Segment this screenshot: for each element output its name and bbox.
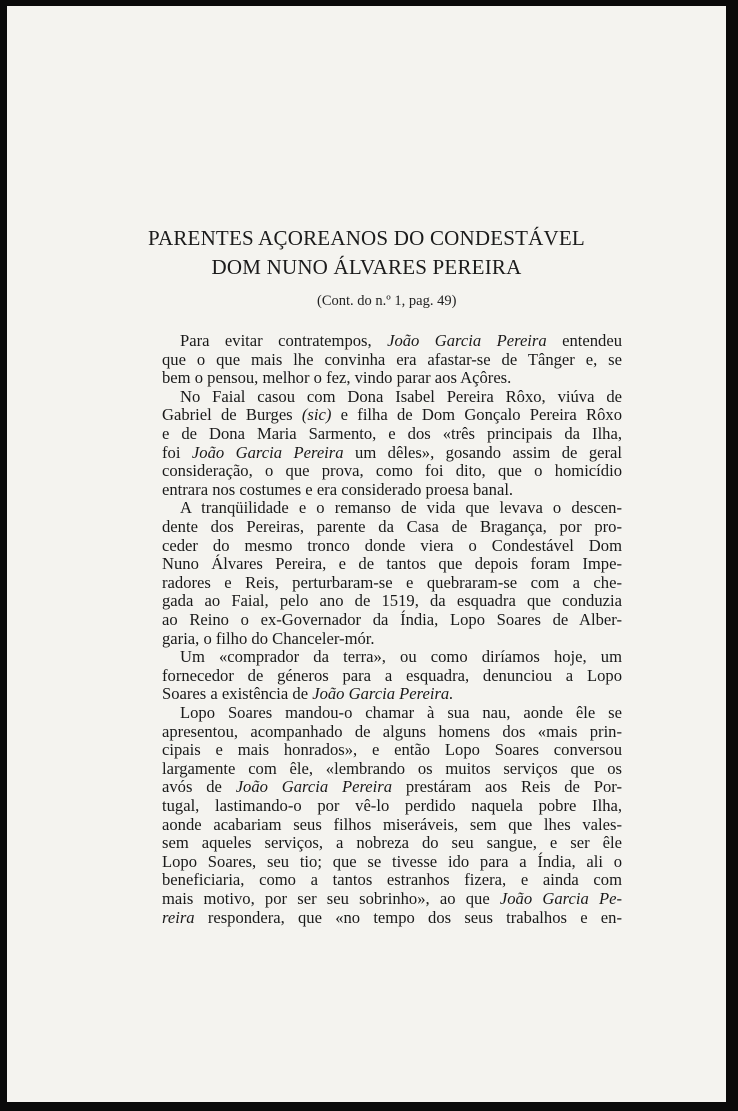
text-line: gada ao Faial, pelo ano de 1519, da esquadra que conduzia bbox=[162, 591, 622, 611]
text-line: Soares a existência de João Garcia Pereira. bbox=[162, 684, 454, 704]
text-line: ao Reino o ex-Governador da Índia, Lopo Soares de Alber- bbox=[162, 610, 622, 629]
text-line: Gabriel de Burges (sic) e filha de Dom Gonçalo Pereira Rôxo bbox=[162, 405, 622, 425]
text-line: sem aqueles serviços, a nobreza do seu sangue, e ser êle bbox=[162, 833, 622, 853]
text-line: apresentou, acompanhado de alguns homens dos «mais prin- bbox=[162, 721, 622, 741]
text-line: Lopo Soares mandou-o chamar à sua nau, aonde êle se bbox=[180, 703, 622, 722]
text-line: largamente com êle, «lembrando os muitos serviços que os bbox=[162, 758, 622, 778]
text-line: Lopo Soares, seu tio; que se tivesse ido para a Índia, ali o bbox=[162, 851, 622, 871]
text-line: dente dos Pereiras, parente da Casa de Bragança, por pro- bbox=[162, 517, 622, 536]
text-line: Para evitar contratempos, João Garcia Pereira entendeu bbox=[180, 331, 622, 350]
continuation-note: (Cont. do n.º 1, pag. 49) bbox=[317, 293, 457, 309]
text-line: garia, o filho do Chanceler-mór. bbox=[162, 628, 375, 648]
text-line: No Faial casou com Dona Isabel Pereira Rôxo, viúva de bbox=[180, 386, 622, 406]
text-line: tugal, lastimando-o por vê-lo perdido naquela pobre Ilha, bbox=[162, 796, 622, 815]
text-line: e de Dona Maria Sarmento, e dos «três principais da Ilha, bbox=[162, 424, 622, 443]
text-line: consideração, o que prova, como foi dito, que o homicídio bbox=[162, 461, 622, 481]
text-line: mais motivo, por ser seu sobrinho», ao que João Garcia Pe- bbox=[162, 889, 622, 908]
text-line: A tranqüilidade e o remanso de vida que levava o descen- bbox=[180, 498, 622, 518]
text-line: fornecedor de géneros para a esquadra, denunciou a Lopo bbox=[162, 665, 622, 685]
text-line: entrara nos costumes e era considerado proesa banal. bbox=[162, 479, 514, 499]
text-line: avós de João Garcia Pereira prestáram aos Reis de Por- bbox=[162, 777, 622, 797]
text-line: ceder do mesmo tronco donde viera o Condestável Dom bbox=[162, 535, 622, 555]
text-line: foi João Garcia Pereira um dêles», gosando assim de geral bbox=[162, 442, 622, 462]
text-line: que o que mais lhe convinha era afastar-se de Tânger e, se bbox=[162, 349, 622, 369]
text-line: reira respondera, que «no tempo dos seus trabalhos e en- bbox=[162, 907, 622, 927]
text-line: beneficiaria, como a tantos estranhos fizera, e ainda com bbox=[162, 870, 622, 890]
text-line: radores e Reis, perturbaram-se e quebraram-se com a che- bbox=[162, 572, 622, 592]
document-page bbox=[7, 6, 726, 1102]
text-line: aonde acabariam seus filhos miseráveis, sem que lhes vales- bbox=[162, 814, 622, 834]
text-line: bem o pensou, melhor o fez, vindo parar aos Açôres. bbox=[162, 368, 512, 388]
text-line: cipais e mais honrados», e então Lopo Soares conversou bbox=[162, 740, 622, 760]
text-line: Um «comprador da terra», ou como diríamos hoje, um bbox=[180, 647, 622, 667]
text-line: Nuno Álvares Pereira, e de tantos que depois foram Impe- bbox=[162, 554, 622, 574]
article-title-line-2: DOM NUNO ÁLVARES PEREIRA bbox=[211, 255, 522, 279]
article-title-line-1: PARENTES AÇOREANOS DO CONDESTÁVEL bbox=[148, 226, 585, 250]
